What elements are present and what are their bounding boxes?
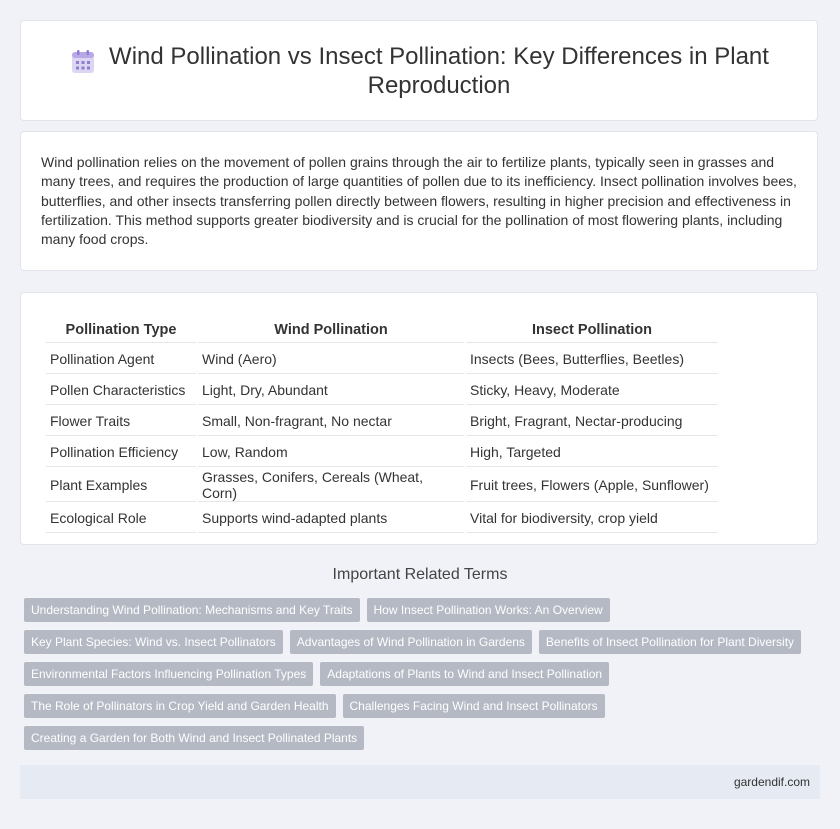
related-term-tag[interactable]: Environmental Factors Influencing Pollination Types — [24, 662, 313, 686]
table-header-row — [46, 317, 718, 343]
footer-site-link[interactable]: gardendif.com — [733, 775, 810, 789]
table-row — [46, 376, 718, 405]
table-cell: High, Targeted — [466, 438, 718, 467]
table-header-cell: Wind Pollination — [198, 317, 464, 343]
table-cell: Pollen Characteristics — [46, 376, 196, 405]
related-term-tag[interactable]: Advantages of Wind Pollination in Gardens — [290, 630, 532, 654]
intro-paragraph: Wind pollination relies on the movement of pollen grains through the air to fertilize plants, typically seen in grasses and many trees, and requires the production of large quantities of pollen due to its inefficiency. Insect pollination involves bees, butterflies, and other insects transferring pollen directly between flowers, resulting in higher precision and effectiveness in fertilization. This method supports greater biodiversity and is crucial for the pollination of most flowering plants, including many food crops. — [41, 154, 797, 248]
table-cell: Pollination Efficiency — [46, 438, 196, 467]
related-term-tag[interactable]: Creating a Garden for Both Wind and Insect Pollinated Plants — [24, 726, 364, 750]
related-term-tag[interactable]: Understanding Wind Pollination: Mechanisms and Key Traits — [24, 598, 360, 622]
intro-card — [20, 131, 818, 271]
table-cell: Vital for biodiversity, crop yield — [466, 504, 718, 533]
table-cell: Pollination Agent — [46, 345, 196, 374]
page-title: Wind Pollination vs Insect Pollination: Key Differences in Plant Reproduction — [109, 42, 769, 99]
related-term-tag[interactable]: Challenges Facing Wind and Insect Pollinators — [343, 694, 605, 718]
comparison-table — [44, 315, 720, 535]
table-cell: Bright, Fragrant, Nectar-producing — [466, 407, 718, 436]
related-term-tag[interactable]: Benefits of Insect Pollination for Plant Diversity — [539, 630, 801, 654]
table-row — [46, 469, 718, 502]
related-terms-list — [24, 598, 824, 758]
related-term-tag[interactable]: Key Plant Species: Wind vs. Insect Pollinators — [24, 630, 283, 654]
related-term-tag[interactable]: The Role of Pollinators in Crop Yield and Garden Health — [24, 694, 336, 718]
related-term-tag[interactable]: How Insect Pollination Works: An Overview — [367, 598, 610, 622]
table-cell: Plant Examples — [46, 469, 196, 502]
table-cell: Sticky, Heavy, Moderate — [466, 376, 718, 405]
table-cell: Fruit trees, Flowers (Apple, Sunflower) — [466, 469, 718, 502]
table-header-cell: Insect Pollination — [466, 317, 718, 343]
related-terms-heading: Important Related Terms — [332, 566, 508, 583]
table-cell: Ecological Role — [46, 504, 196, 533]
table-cell: Low, Random — [198, 438, 464, 467]
table-cell: Wind (Aero) — [198, 345, 464, 374]
footer — [20, 765, 820, 799]
title-card — [20, 20, 818, 121]
table-row — [46, 407, 718, 436]
table-cell: Small, Non-fragrant, No nectar — [198, 407, 464, 436]
related-term-tag[interactable]: Adaptations of Plants to Wind and Insect Pollination — [320, 662, 609, 686]
table-row — [46, 438, 718, 467]
table-row — [46, 504, 718, 533]
table-cell: Insects (Bees, Butterflies, Beetles) — [466, 345, 718, 374]
table-header-cell: Pollination Type — [46, 317, 196, 343]
table-row — [46, 345, 718, 374]
comparison-table-card — [20, 292, 818, 545]
table-cell: Light, Dry, Abundant — [198, 376, 464, 405]
table-cell: Supports wind-adapted plants — [198, 504, 464, 533]
table-cell: Flower Traits — [46, 407, 196, 436]
table-cell: Grasses, Conifers, Cereals (Wheat, Corn) — [198, 469, 464, 502]
